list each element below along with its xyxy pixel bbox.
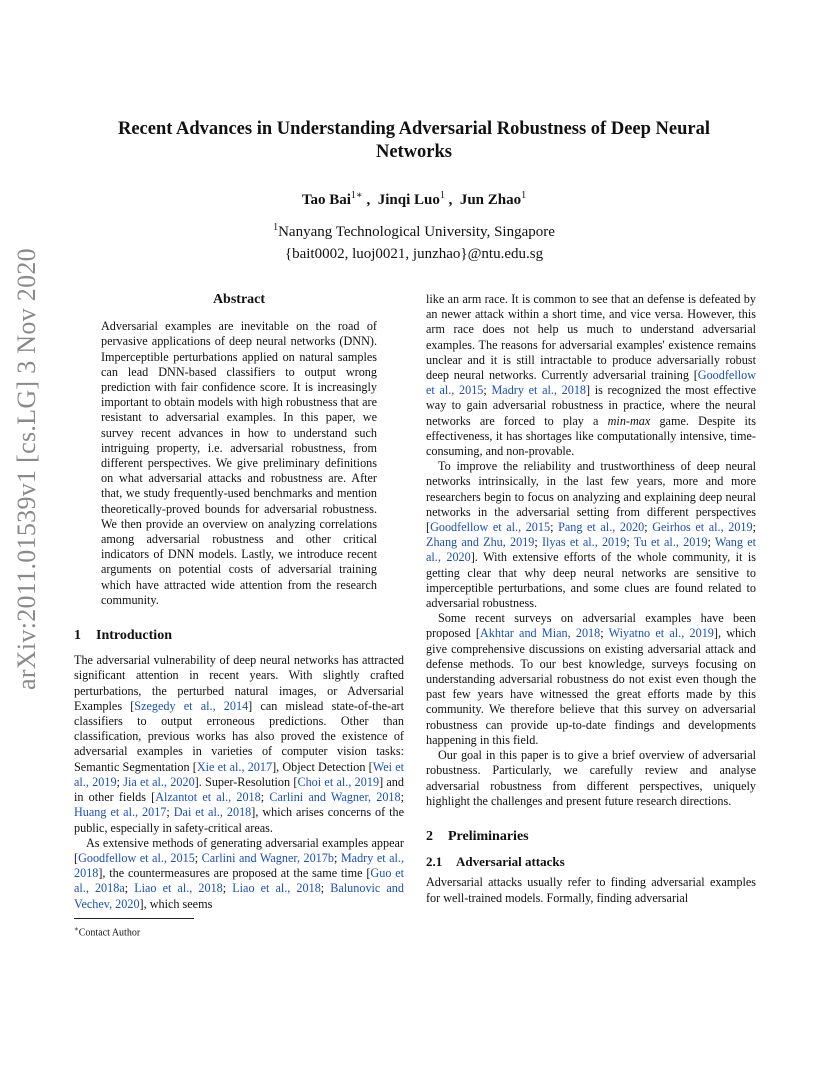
text-run: ] is recognized the most effective way to gain adversarial robustness in practice, where the neural networks are forced to play a (426, 383, 757, 428)
author-name: Jinqi Luo (377, 192, 440, 208)
text-run: ]. With extensive efforts of the whole community, it is getting clear that why deep neural networks are sensitive to imperceptible perturbations, and some clues are found related to adversarial robustness. (426, 550, 756, 611)
affiliation-mark: 1 (273, 222, 279, 233)
citation-link[interactable]: Akhtar and Mian, 2018 (479, 626, 601, 641)
text-run: ; (333, 850, 341, 865)
text-run: ], the countermeasures are proposed at the same time [ (98, 866, 371, 881)
text-run: ], Object Detection [ (272, 759, 373, 774)
author-emails: {bait0002, luoj0021, junzhao}@ntu.edu.sg (284, 246, 544, 262)
citation-link[interactable]: Liao et al., 2018 (134, 881, 223, 896)
right-column (426, 292, 756, 906)
text-run: ; (483, 383, 492, 398)
citation-link[interactable]: Choi et al., 2019 (297, 774, 380, 789)
footnote (74, 922, 404, 941)
text-run: To improve the reliability and trustworthiness of deep neural networks intrinsically, in the last few years, more and more researchers begin to focus on analyzing and explaining deep neural networks in the adversarial setting from different perspectives [ (426, 459, 756, 535)
footnote-rule (74, 918, 194, 919)
text-run: ; (550, 520, 559, 535)
text-run: game. Despite its effectiveness, it has shortages like computationally intensive, time-consuming, and non-provable. (426, 413, 756, 459)
left-column (74, 292, 404, 940)
citation-link[interactable]: Geirhos et al., 2019 (652, 520, 753, 535)
text-run: ; (222, 881, 233, 896)
text-run: ; (644, 520, 653, 535)
footnote-mark: ∗ (74, 924, 79, 933)
text-run: ; (260, 790, 270, 805)
text-run: Our goal in this paper is to give a brief overview of adversarial robustness. Particularly, we carefully review and analyse adversarial robustness from different perspectives, uniquely highlight the challenges and present future research directions. (426, 748, 756, 808)
author-mark: 1 (439, 190, 445, 201)
text-run: like an arm race. It is common to see that an defense is defeated by an newer attack within a short time, and vice versa. However, this arm race does not help us much to understand adversarial examples. The reasons for adversarial examples' existence remains unclear and it is still intractable to produce adversarially robust deep neural networks. Currently adversarial training [ (426, 292, 756, 383)
text-run: ; (534, 535, 542, 550)
text-run: The adversarial vulnerability of deep neural networks has attracted significant attention in recent years. With slightly crafted perturbations, the perturbed natural images, or Adversarial Examples [ (74, 653, 404, 713)
section-heading (426, 829, 756, 844)
citation-link[interactable]: Guo et al., 2018a (74, 866, 405, 896)
citation-link[interactable]: Wei et al., 2019 (74, 759, 404, 789)
text-run: Some recent surveys on adversarial examples have been proposed [ (426, 611, 756, 641)
text-run: ], which seems (139, 896, 213, 911)
abstract (74, 292, 404, 608)
paragraph (74, 836, 404, 912)
citation-link[interactable]: Alzantot et al., 2018 (155, 790, 261, 805)
text-run: ; (600, 626, 609, 641)
paper-title: Recent Advances in Understanding Adversarial Robustness of Deep Neural Networks (117, 119, 711, 162)
text-run: ; (116, 774, 124, 789)
text-run: ; (194, 850, 202, 865)
subsection-number: 2.1 (426, 854, 443, 870)
text-run: ] can mislead state-of-the-art classifiers to output erroneous predictions. Other than classification, previous works has also proved the existence of adversarial examples in varieties of computer vision tasks: Semantic Segmentation [ (74, 698, 404, 774)
affiliation (0, 217, 828, 265)
text-run: ], which give comprehensive discussions on existing adversarial attack and defense methods. To our best knowledge, surveys focusing on understanding adversarial robustness do not exist even though the past few years have witnessed the great efforts made by this community. We therefore believe that this survey on adversarial robustness can provide up-to-date findings and developments happening in this field. (426, 626, 757, 747)
citation-link[interactable]: Szegedy et al., 2014 (134, 698, 249, 713)
text-run: ], which arises concerns of the public, especially in safety-critical areas. (74, 805, 404, 835)
citation-link[interactable]: Pang et al., 2020 (558, 520, 645, 535)
citation-link[interactable]: Jia et al., 2020 (123, 774, 195, 789)
author-name: Tao Bai (301, 192, 351, 208)
citation-link[interactable]: Goodfellow et al., 2015 (78, 850, 195, 865)
citation-link[interactable]: Carlini and Wagner, 2018 (269, 790, 401, 805)
text-run: ; (707, 535, 715, 550)
subsection-heading (426, 854, 756, 869)
citation-link[interactable]: Huang et al., 2017 (74, 805, 167, 820)
text-run: ; (166, 805, 174, 820)
citation-link[interactable]: Tu et al., 2019 (633, 535, 708, 550)
paper-header (0, 118, 828, 265)
citation-link[interactable]: Balunovic and Vechev, 2020 (74, 881, 404, 911)
section-number: 2 (426, 828, 433, 844)
citation-link[interactable]: Goodfellow et al., 2015 (430, 520, 551, 535)
author-name: Jun Zhao (459, 192, 522, 208)
text-run: ] and in other fields [ (74, 774, 404, 805)
citation-link[interactable]: Madry et al., 2018 (491, 383, 587, 398)
emphasis-text: min-max (607, 413, 651, 428)
paragraph (426, 459, 756, 611)
text-run: Adversarial attacks usually refer to finding adversarial examples for well-trained models. Formally, finding adversarial (426, 875, 756, 905)
text-run: ; (752, 520, 756, 535)
citation-link[interactable]: Carlini and Wagner, 2017b (201, 850, 334, 865)
citation-link[interactable]: Dai et al., 2018 (173, 805, 252, 820)
citation-link[interactable]: Xie et al., 2017 (196, 759, 273, 774)
section-title: Introduction (96, 628, 172, 644)
paragraph (426, 875, 756, 905)
author-mark: 1∗ (350, 190, 363, 201)
author-mark: 1 (521, 190, 527, 201)
paragraph (74, 653, 404, 835)
section-title: Preliminaries (448, 828, 529, 844)
citation-link[interactable]: Wiyatno et al., 2019 (608, 626, 714, 641)
affiliation-name: Nanyang Technological University, Singapore (278, 224, 555, 240)
text-run: As extensive methods of generating adversarial examples appear [ (74, 835, 404, 865)
paragraph (426, 748, 756, 809)
text-run: ; (626, 535, 634, 550)
text-run: ; (400, 790, 404, 805)
citation-link[interactable]: Liao et al., 2018 (232, 881, 321, 896)
abstract-text: Adversarial examples are inevitable on the road of pervasive applications of deep neural networks (DNN). Imperceptible perturbations applied on natural samples can lead DNN-based classifiers to output wrong prediction with fair confidence score. It is increasingly important to obtain models with high robustness that are resistant to adversarial examples. In this paper, we survey recent advances in how to understand such intriguing property, i.e. adversarial robustness, from different perspectives. We give preliminary definitions on what adversarial attacks and robustness are. After that, we study frequently-used benchmarks and mention theoretically-proved bounds for adversarial robustness. We then provide an overview on analyzing correlations among adversarial robustness and other critical indicators of DNN models. Lastly, we introduce recent arguments on potential costs of adversarial training which have attracted wide attention from the research community. (101, 319, 377, 607)
section-heading (74, 628, 404, 643)
citation-link[interactable]: Ilyas et al., 2019 (541, 535, 627, 550)
citation-link[interactable]: Goodfellow et al., 2015 (426, 368, 756, 398)
abstract-heading: Abstract (212, 292, 266, 307)
paragraph (426, 292, 756, 459)
text-run: ]. Super-Resolution [ (194, 774, 298, 789)
paragraph (426, 611, 756, 748)
section-number: 1 (74, 628, 81, 644)
citation-link[interactable]: Madry et al., 2018 (74, 850, 404, 881)
subsection-title: Adversarial attacks (456, 854, 565, 870)
text-run: ; (124, 881, 135, 896)
text-run: ; (320, 881, 331, 896)
author-list: Tao Bai$^{1∗}$ , Jinqi Luo$^1$ , Jun Zhao$^1$ (301, 190, 527, 208)
citation-link[interactable]: Zhang and Zhu, 2019 (426, 535, 535, 550)
arxiv-identifier: arXiv:2011.01539v1 [cs.LG] 3 Nov 2020 (12, 248, 41, 690)
citation-link[interactable]: Wang et al., 2020 (426, 535, 756, 565)
footnote-text: Contact Author (78, 927, 141, 939)
